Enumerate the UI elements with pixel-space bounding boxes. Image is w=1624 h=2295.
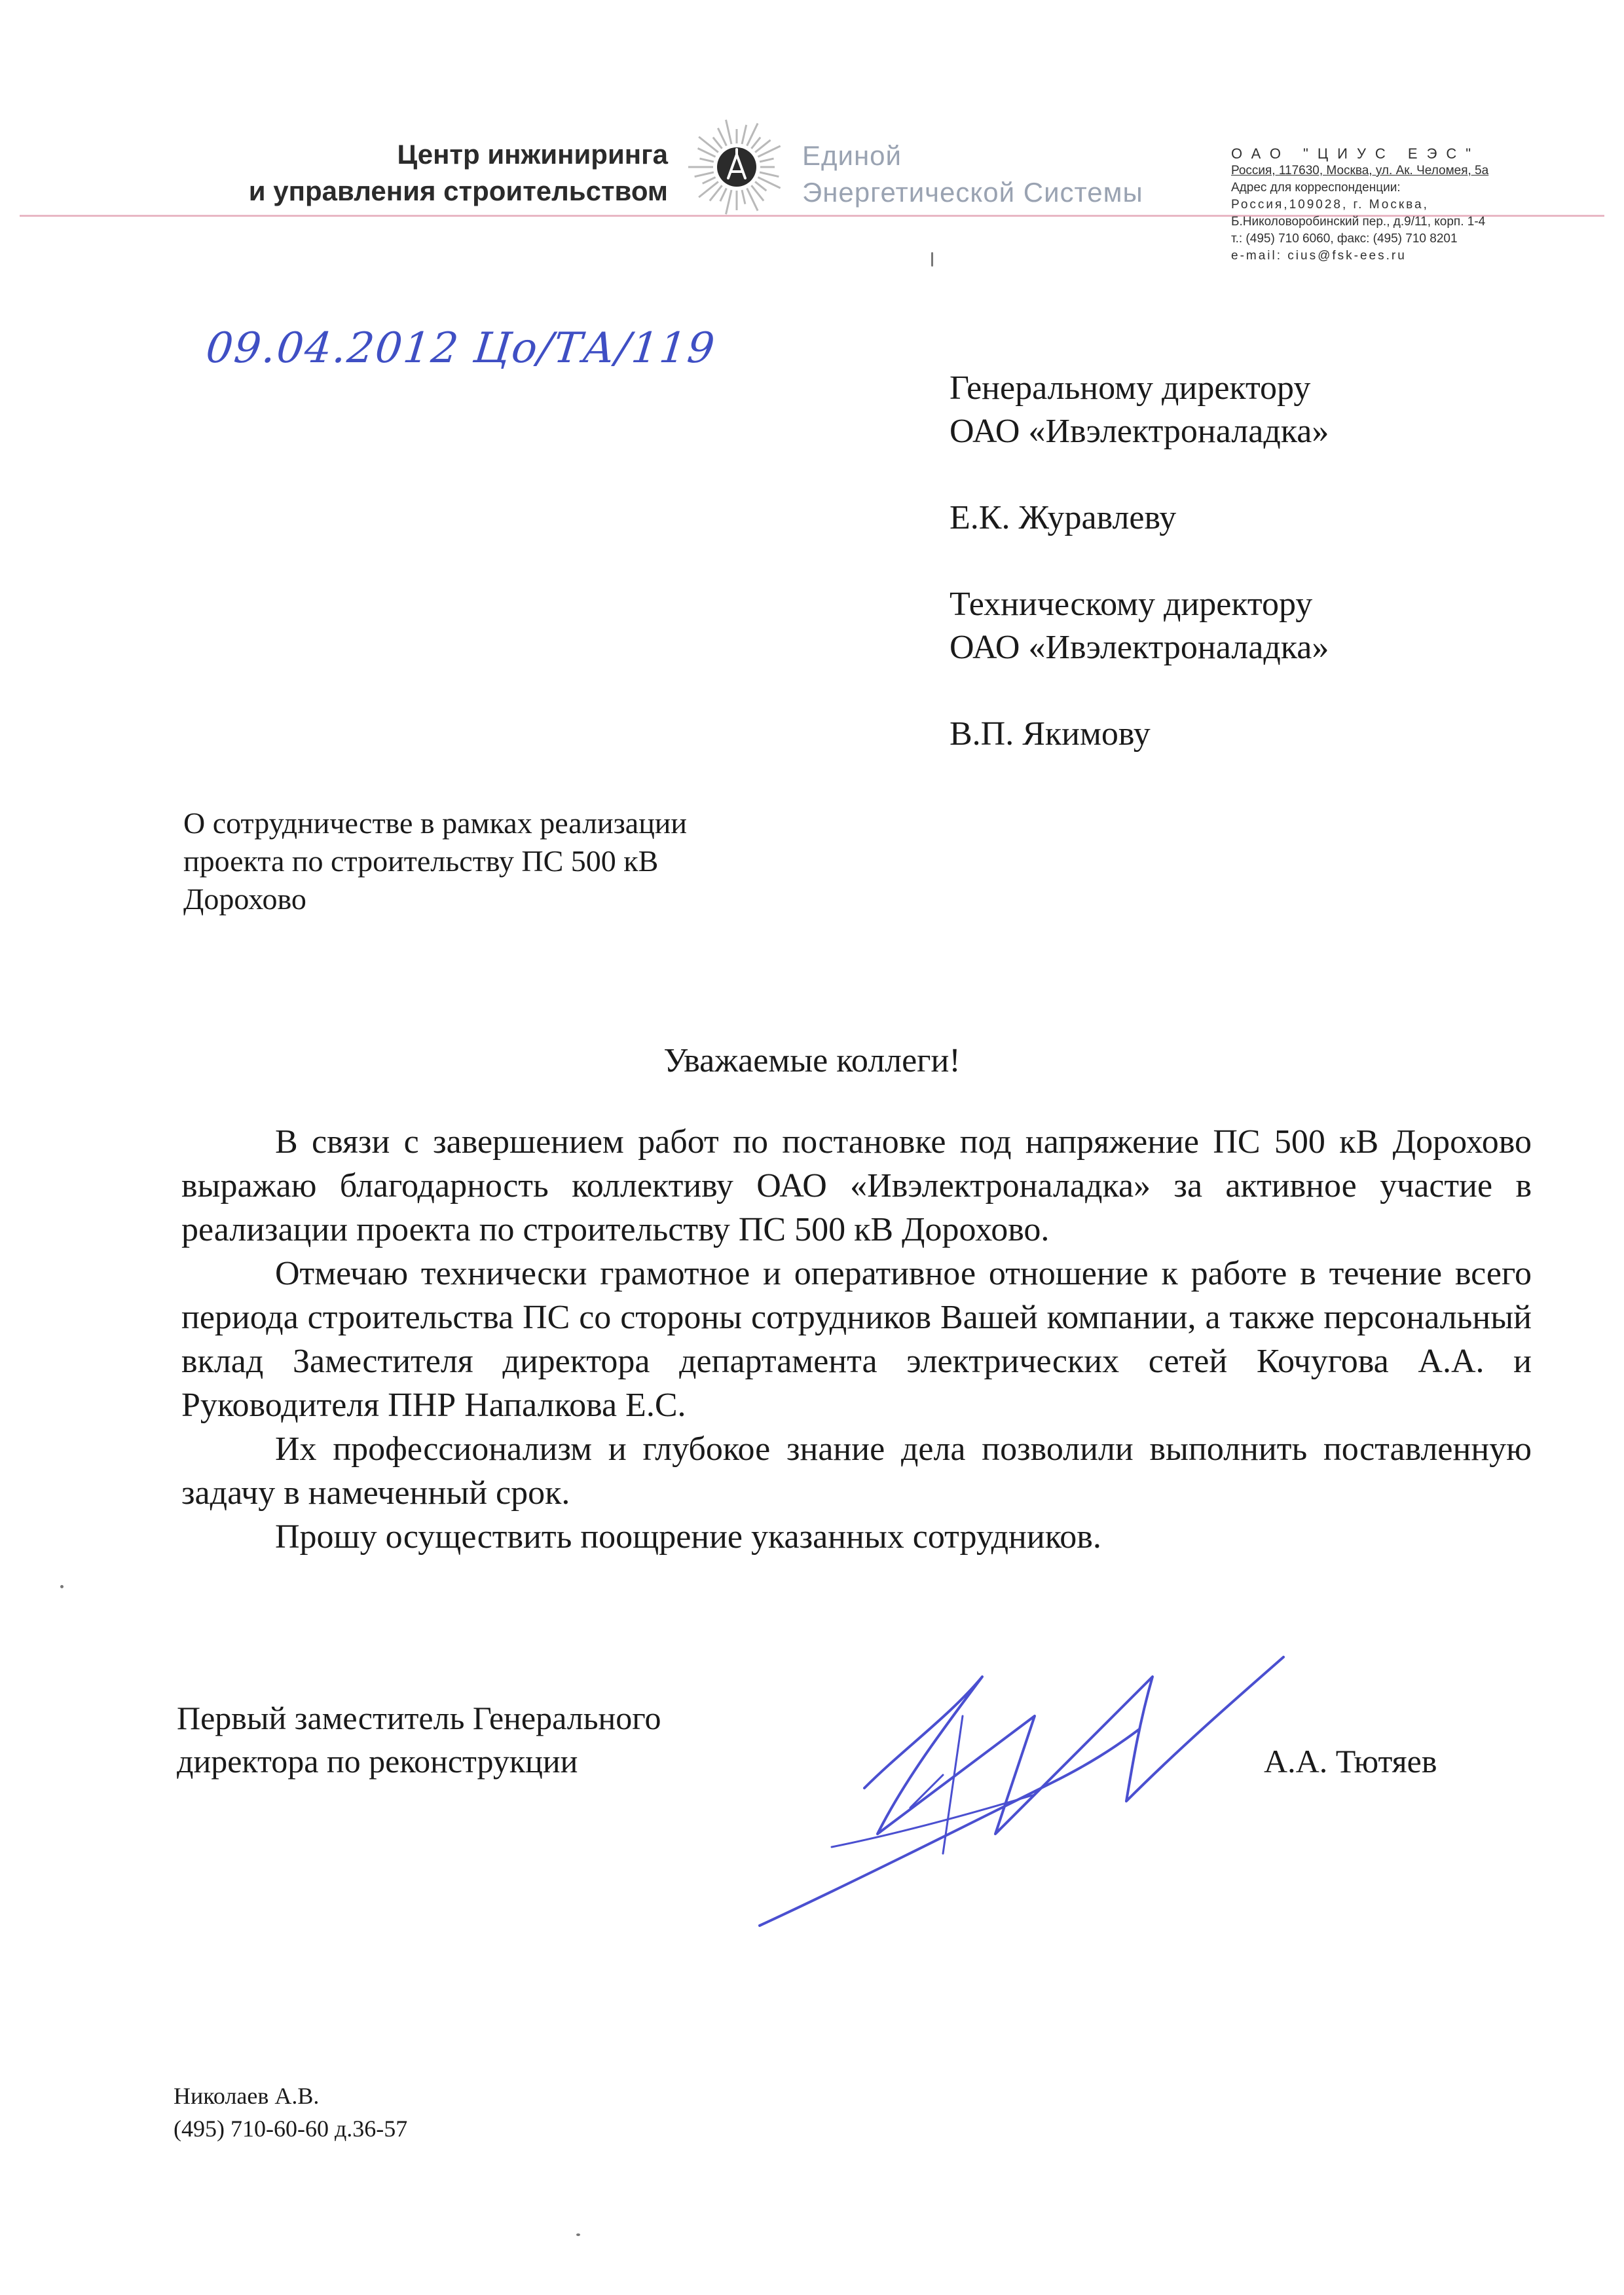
logo-ray: [742, 125, 747, 144]
addressee-line: Генеральному директору: [950, 369, 1311, 407]
company-logo-icon: [688, 118, 786, 216]
contact-footer: [174, 2080, 407, 2145]
scan-speck: [576, 2233, 580, 2236]
contact-phone: (495) 710-60-60 д.36-57: [174, 2116, 408, 2142]
letterhead-phones: т.: (495) 710 6060, факс: (495) 710 8201: [1231, 232, 1458, 246]
logo-ray: [720, 188, 727, 201]
scan-speck: [60, 1585, 64, 1588]
greeting: Уважаемые коллеги!: [663, 1042, 961, 1079]
logo-ray: [713, 138, 722, 149]
letterhead-email: e-mail: cius@fsk-ees.ru: [1231, 249, 1407, 263]
body-paragraph: Их профессионализм и глубокое знание дела позволили выполнить поставленную задачу в намеченный срок.: [181, 1430, 1532, 1512]
letterhead-corr-city: Россия,109028, г. Москва,: [1231, 198, 1429, 212]
addressee-line: Техническому директору: [950, 586, 1313, 623]
addressee-entry: [950, 713, 1329, 756]
signatory-title-line-2: директора по реконструкции: [177, 1743, 578, 1780]
letterhead-system-line-1: Единой: [802, 140, 902, 171]
letterhead-corr-street: Б.Николоворобинский пер., д.9/11, корп. 1-4: [1231, 215, 1486, 229]
letterhead-address-block: [1231, 145, 1519, 265]
scan-speck: [931, 252, 933, 267]
letterhead-system-line-2: Энергетической Системы: [802, 177, 1143, 208]
letterhead-corr-label: Адрес для корреспонденции:: [1231, 181, 1401, 195]
logo-ray: [698, 148, 716, 157]
logo-ray: [718, 128, 726, 146]
addressee-block: [950, 367, 1329, 756]
logo-ray: [751, 138, 760, 149]
addressee-line: В.П. Якимову: [950, 715, 1151, 753]
addressee-line: ОАО «Ивэлектроналадка»: [950, 629, 1329, 666]
logo-ray: [703, 177, 716, 184]
addressee-line: Е.К. Журавлеву: [950, 499, 1177, 536]
letterhead-line-2: и управления строительством: [248, 176, 668, 206]
logo-ray: [742, 190, 745, 204]
logo-ray: [755, 181, 766, 191]
body-paragraph: В связи с завершением работ по постановке под напряжение ПС 500 кВ Дорохово выражаю благодарность коллективу ОАО «Ивэлектроналадка» за активное участие в реализации проекта по строительству ПС 500 кВ Дорохово.: [181, 1123, 1532, 1248]
subject-line: Дорохово: [183, 882, 306, 916]
logo-ray: [699, 159, 713, 162]
addressee-entry: [950, 367, 1329, 453]
registration-stamp: 09.04.2012 Цо/ТА/119: [204, 324, 718, 373]
addressee-entry: [950, 496, 1329, 540]
subject-line: проекта по строительству ПС 500 кВ: [183, 844, 659, 878]
signatory-title-line-1: Первый заместитель Генерального: [177, 1700, 661, 1736]
body-paragraph: Прошу осуществить поощрение указанных сотрудников.: [275, 1518, 1101, 1556]
letterhead-line-1: Центр инжиниринга: [397, 139, 668, 170]
logo-ray: [760, 159, 773, 162]
letterhead-org-name: [249, 136, 668, 210]
letterhead-street: Россия, 117630, Москва, ул. Ак. Челомея, 5а: [1231, 164, 1489, 177]
addressee-entry: [950, 583, 1329, 669]
logo-ray: [726, 190, 731, 214]
letter-subject: [183, 804, 687, 918]
subject-line: О сотрудничестве в рамках реализации: [183, 806, 688, 840]
letter-body: [181, 1120, 1532, 1559]
letterhead-system-name: [802, 138, 1143, 211]
body-paragraph: Отмечаю технически грамотное и оперативное отношение к работе в течение всего периода строительства ПС со стороны сотрудников Вашей компании, а также персональный вклад Заместителя директора департамента электрических сетей Кочугова А.А. и Руководителя ПНР Напалкова Е.С.: [181, 1255, 1532, 1424]
addressee-line: ОАО «Ивэлектроналадка»: [950, 413, 1329, 450]
signatory-title: [177, 1696, 661, 1783]
letterhead-company: ОАО "ЦИУС ЕЭС": [1231, 145, 1481, 162]
handwritten-signature: [747, 1637, 1336, 1945]
logo-ray: [760, 172, 779, 177]
logo-ray: [726, 120, 731, 144]
logo-ray: [695, 172, 714, 177]
contact-name: Николаев А.В.: [174, 2083, 320, 2109]
signatory-name: А.А. Тютяев: [1264, 1743, 1437, 1780]
